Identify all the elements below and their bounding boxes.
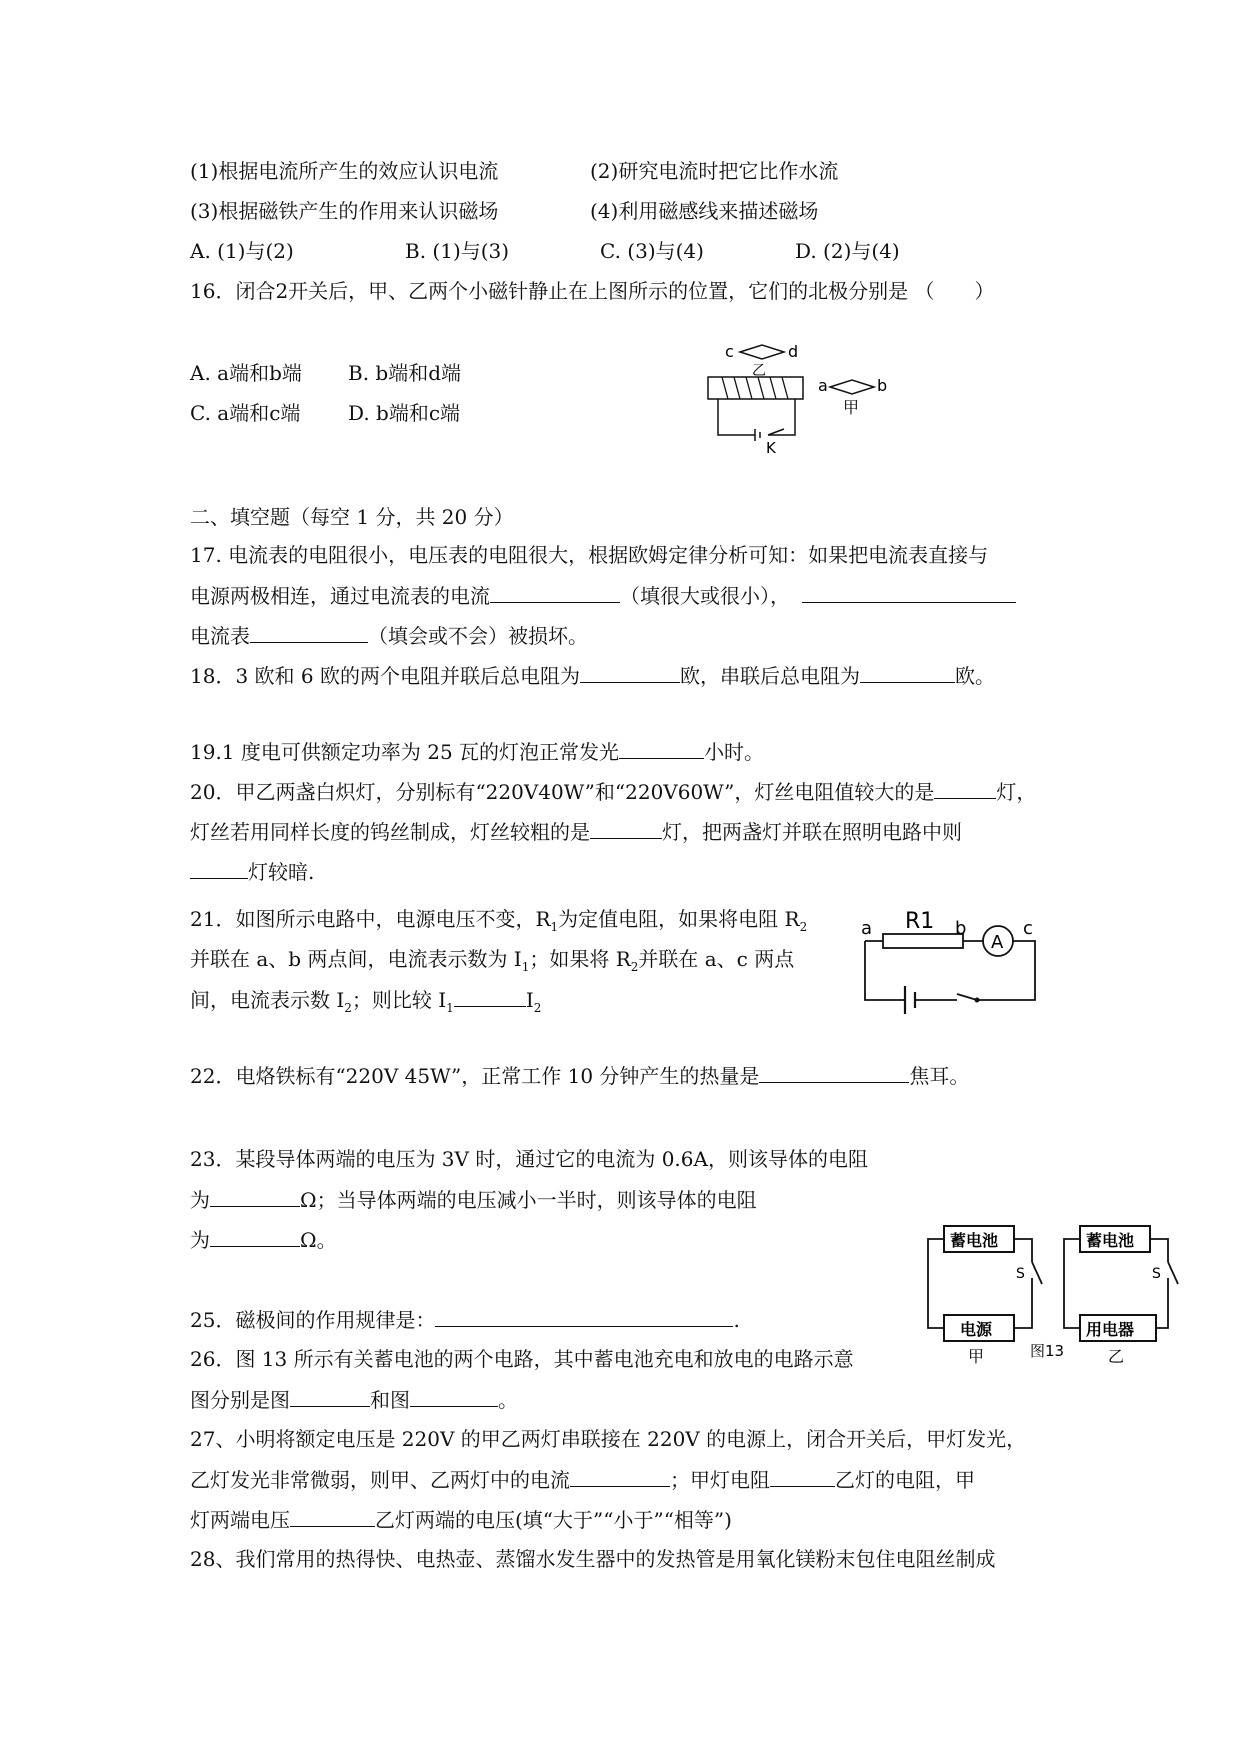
q23-text-c: 为 [190, 1228, 210, 1252]
q26-blank-2[interactable] [410, 1386, 498, 1407]
q22-blank[interactable] [759, 1062, 909, 1083]
q15-item-3: (3)根据磁铁产生的作用来认识磁场 [190, 199, 499, 223]
q27-line2 [190, 1466, 975, 1493]
pole-c-label: c [725, 342, 734, 361]
q20-blank-3[interactable] [190, 858, 248, 879]
section-title: 二、填空题（每空 1 分，共 20 分） [190, 505, 514, 529]
q21-text-e: 并联在 a、c 两点 [638, 947, 795, 971]
q15-item-4: (4)利用磁感线来描述磁场 [590, 199, 819, 223]
q21-text-b: 为定值电阻，如果将电阻 R [558, 907, 800, 931]
q23-line1: 23．某段导体两端的电压为 3V 时，通过它的电流为 0.6A，则该导体的电阻 [190, 1147, 868, 1171]
coil-windings [722, 377, 788, 399]
q27-line1: 27、小明将额定电压是 220V 的甲乙两灯串联接在 220V 的电源上，闭合开关后，甲灯发光， [190, 1427, 1027, 1451]
battery-label-yi: 蓄电池 [1086, 1231, 1135, 1250]
q25-text-b: . [733, 1308, 740, 1332]
q27-text-d: 灯两端电压 [190, 1508, 290, 1532]
needle-yi-label: 乙 [752, 363, 766, 379]
switch-pivot [975, 998, 980, 1003]
q19-text-a: 19.1 度电可供额定功率为 25 瓦的灯泡正常发光 [190, 740, 620, 764]
appliance-label: 用电器 [1086, 1320, 1135, 1339]
q16-option-a: A. a端和b端 [190, 361, 302, 385]
resistor-r1 [883, 934, 963, 948]
q17-line1: 17. 电流表的电阻很小，电压表的电阻很大，根据欧姆定律分析可知：如果把电流表直接与 [190, 543, 989, 567]
q27-blank-1[interactable] [570, 1466, 670, 1487]
compass-needle-yi [740, 345, 784, 359]
q20-line3 [190, 858, 314, 885]
q26-text-a: 图分别是图 [190, 1388, 290, 1412]
pole-d-label: d [788, 342, 799, 361]
q21-line3 [190, 986, 541, 1021]
q23-blank-1[interactable] [210, 1186, 300, 1207]
q18-line [190, 662, 995, 689]
q18-text-a: 18．3 欧和 6 欧的两个电阻并联后总电阻为 [190, 664, 580, 688]
q26-line1: 26．图 13 所示有关蓄电池的两个电路，其中蓄电池充电和放电的电路示意 [190, 1347, 854, 1371]
q26-line2 [190, 1386, 518, 1413]
switch-k-label: K [766, 439, 776, 455]
ammeter-label: A [991, 932, 1004, 953]
q19-blank[interactable] [619, 738, 704, 759]
q21-text-a: 21．如图所示电路中，电源电压不变，R [190, 907, 551, 931]
q17-line2 [190, 582, 1016, 609]
q23-text-d: Ω。 [300, 1228, 337, 1252]
q27-text-c: 乙灯的电阻，甲 [835, 1468, 975, 1492]
q20-text-e: 灯较暗. [248, 860, 315, 884]
q15-item-2: (2)研究电流时把它比作水流 [590, 159, 839, 183]
switch-s-label-jia: S [1016, 1266, 1025, 1282]
solenoid-diagram [700, 335, 900, 455]
q21-sub-4: 2 [630, 960, 639, 974]
q27-blank-2[interactable] [770, 1466, 835, 1487]
q18-blank-2[interactable] [860, 662, 955, 683]
battery-label-jia: 蓄电池 [950, 1231, 999, 1250]
figure-13-circuits [920, 1210, 1190, 1370]
q27-blank-3[interactable] [290, 1506, 375, 1527]
q27-text-b: ；甲灯电阻 [670, 1468, 770, 1492]
source-label: 电源 [960, 1320, 993, 1339]
q18-blank-1[interactable] [580, 662, 680, 683]
q27-line3 [190, 1506, 732, 1533]
switch-jia [1032, 1262, 1042, 1284]
q27-text-e: 乙灯两端的电压(填“大于”“小于”“相等”) [375, 1508, 732, 1532]
pole-a-label: a [818, 376, 828, 395]
q21-sub-1: 1 [550, 920, 559, 934]
q16-option-d: D. b端和c端 [348, 401, 461, 425]
q18-text-b: 欧，串联后总电阻为 [679, 664, 860, 688]
q21-sub-5: 2 [344, 1001, 352, 1015]
q15-item-1: (1)根据电流所产生的效应认识电流 [190, 159, 499, 183]
q15-option-c: C. (3)与(4) [600, 239, 704, 263]
q25-text-a: 25．磁极间的作用规律是： [190, 1308, 436, 1332]
switch-icon [768, 429, 784, 435]
q15-option-a: A. (1)与(2) [190, 239, 294, 263]
q17-text-d: （填会或不会）被损坏。 [368, 624, 588, 648]
compass-needle-jia [830, 380, 874, 394]
figure-13-label: 图13 [1030, 1342, 1065, 1360]
r1-label: R1 [905, 909, 935, 934]
q18-text-c: 欧。 [954, 664, 995, 688]
q22-text-a: 22．电烙铁标有“220V 45W”，正常工作 10 分钟产生的热量是 [190, 1064, 760, 1088]
q23-blank-2[interactable] [210, 1226, 300, 1247]
q17-blank-2[interactable] [802, 582, 1016, 603]
q21-text-f: 间，电流表示数 I [190, 988, 345, 1012]
q19-line [190, 738, 764, 765]
q20-text-c: 灯丝若用同样长度的钨丝制成，灯丝较粗的是 [190, 820, 590, 844]
switch-yi [1168, 1262, 1178, 1284]
q21-sub-2: 2 [799, 920, 808, 934]
q20-blank-2[interactable] [590, 818, 662, 839]
switch-s-label-yi: S [1152, 1266, 1161, 1282]
q17-blank-1[interactable] [490, 582, 620, 603]
circuit-yi-label: 乙 [1108, 1347, 1125, 1366]
q23-text-b: Ω；当导体两端的电压减小一半时，则该导体的电阻 [300, 1188, 757, 1212]
q25-line [190, 1306, 740, 1333]
q21-text-c: 并联在 a、b 两点间，电流表示数为 I [190, 947, 522, 971]
q17-text-c: 电流表 [190, 624, 250, 648]
q21-line1 [190, 906, 807, 940]
q17-text-b: （填很大或很小）， [620, 584, 790, 608]
q21-circuit-diagram [855, 908, 1045, 1018]
q20-line2 [190, 818, 962, 845]
pole-b-label: b [877, 376, 888, 395]
q16-option-c: C. a端和c端 [190, 401, 301, 425]
q26-text-b: 和图 [370, 1388, 410, 1412]
battery-icon [755, 429, 760, 441]
q21-sub-7: 2 [533, 1001, 542, 1015]
point-c-label: c [1023, 918, 1033, 939]
q23-line3 [190, 1226, 337, 1253]
point-a-label: a [861, 918, 873, 939]
q26-blank-1[interactable] [290, 1386, 370, 1407]
q15-option-d: D. (2)与(4) [795, 239, 900, 263]
q21-battery-icon [905, 986, 915, 1014]
q21-text-d: ；如果将 R [529, 947, 631, 971]
q17-line3 [190, 622, 588, 649]
q15-option-b: B. (1)与(3) [405, 239, 510, 263]
q17-text-a: 电源两极相连，通过电流表的电流 [190, 584, 490, 608]
q21-text-g: ；则比较 I [351, 988, 447, 1012]
q17-blank-3[interactable] [250, 622, 368, 643]
q20-text-b: 灯， [996, 780, 1037, 804]
q21-text-h: I [525, 988, 534, 1012]
circuit-jia-label: 甲 [968, 1347, 985, 1366]
q20-text-d: 灯，把两盏灯并联在照明电路中则 [662, 820, 962, 844]
q22-line [190, 1062, 969, 1089]
q16-stem: 16．闭合2开关后，甲、乙两个小磁针静止在上图所示的位置，它们的北极分别是 （ ） [190, 279, 995, 303]
q16-option-b: B. b端和d端 [348, 361, 462, 385]
q27-text-a: 乙灯发光非常微弱，则甲、乙两灯中的电流 [190, 1468, 570, 1492]
q20-text-a: 20．甲乙两盏白炽灯，分别标有“220V40W”和“220V60W”，灯丝电阻值较大的是 [190, 780, 935, 804]
q22-text-b: 焦耳。 [909, 1064, 970, 1088]
q19-text-b: 小时。 [704, 740, 765, 764]
q21-line2 [190, 946, 794, 980]
needle-jia-label: 甲 [843, 398, 860, 417]
q23-line2 [190, 1186, 757, 1213]
point-b-label: b [955, 918, 967, 939]
q21-blank[interactable] [454, 986, 526, 1007]
q26-text-c: 。 [498, 1388, 518, 1412]
q25-blank[interactable] [435, 1306, 733, 1327]
q20-blank-1[interactable] [934, 778, 996, 799]
q21-sub-3: 1 [521, 960, 530, 974]
q23-text-a: 为 [190, 1188, 210, 1212]
q20-line1 [190, 778, 1036, 805]
q28-line1: 28、我们常用的热得快、电热壶、蒸馏水发生器中的发热管是用氧化镁粉末包住电阻丝制成 [190, 1547, 996, 1571]
q21-sub-6: 1 [446, 1001, 454, 1015]
